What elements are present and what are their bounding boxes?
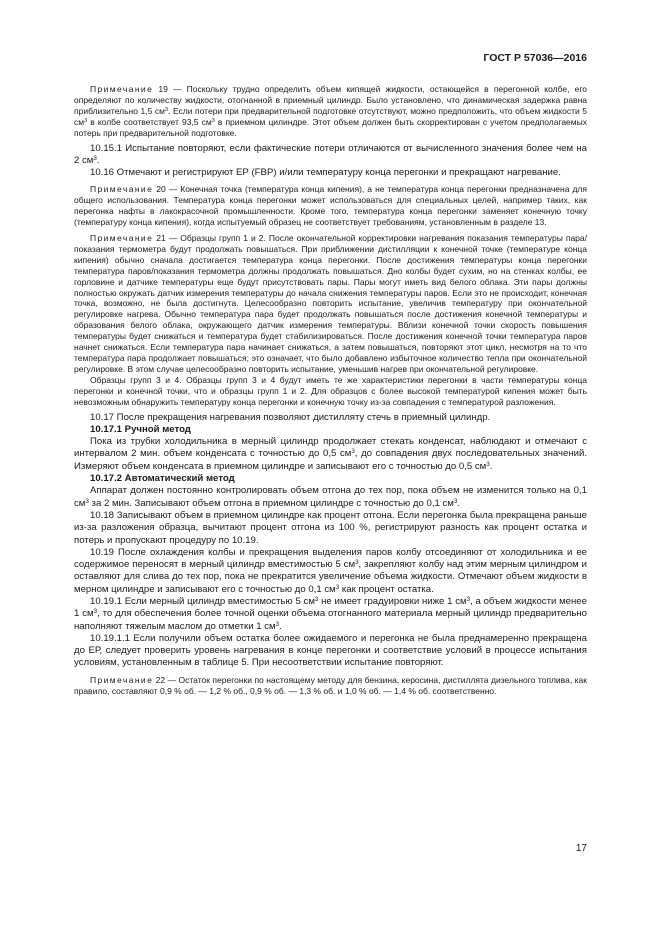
document-header: ГОСТ Р 57036—2016 xyxy=(483,52,587,64)
note-21 xyxy=(74,233,587,375)
note-19 xyxy=(74,84,587,139)
clause-10-17-1-text: Пока из трубки холодильника в мерный цилиндр продолжает стекать конденсат, наблюдают и отмечают с интервалом 2 мин. объем конденсата с точностью до 0,5 $см^3$, до совпадения двух последовательных значений. Измеряют объем конденсата в приемном цилиндре и записывают его с точностью до 0,5 $см^3$. xyxy=(74,436,588,472)
note-lead: Примечание xyxy=(90,184,154,195)
heading-manual-method: 10.17.1 Ручной метод xyxy=(90,423,191,435)
note-22 xyxy=(74,675,587,697)
note-text: 19 — Поскольку трудно определить объем кипящей жидкости, остающейся в перегонной колбе, его определяют по количеству жидкости, отогнанной в приемный цилиндр. Было установлено, что динамическая задержка равна приблизительно 1,5 $см^3$. Если потери при предварительной подготовке отсутствуют, можно предположить, что объем жидкости 5 $см^3$ в колбе соответствует 93,5 $см^3$ в приемном цилиндре. Этот объем должен быть скорректирован с учетом предполагаемых потерь при предварительной подготовке. xyxy=(74,84,587,138)
note-lead: Примечание xyxy=(90,233,154,244)
heading-automatic-method: 10.17.2 Автоматический метод xyxy=(90,473,235,485)
clause-10-16: 10.16 Отмечают и регистрируют ЕР (FBP) и/или температуру конца перегонки и прекращают нагревание. xyxy=(90,167,561,179)
clause-10-19-1-1: 10.19.1.1 Если получили объем остатка более ожидаемого и перегонка не была преднамеренно прекращена до ЕР, следует проверить уровень нагревания в конце перегонки и соответствие условий в процессе испытания условиям, установленным в таблице 5. При несоответствии испытание повторяют. xyxy=(74,632,587,669)
page-number: 17 xyxy=(575,843,587,854)
note-21-groups-3-4: Образцы групп 3 и 4. Образцы групп 3 и 4 будут иметь те же характеристики перегонки в части температуры конца перегонки и конечной точки, что и образцы групп 1 и 2. Для образцов с более высокой температурой кипения может быть невозможным обнаружить температуру конца перегонки и конечную точку из-за совпадения с температурой разложения. xyxy=(74,374,587,407)
clause-10-17-2-text: Аппарат должен постоянно контролировать объем отгона до тех пор, пока объем не изменится только на 0,1 $см^3$ за 2 мин. Записывают объем отгона в приемном цилиндре с точностью до 0,1 $см^3$. xyxy=(74,485,587,509)
note-lead: Примечание xyxy=(90,84,154,94)
note-20 xyxy=(74,184,587,228)
note-lead: Примечание xyxy=(90,674,154,685)
note-text: 21 — Образцы групп 1 и 2. После окончательной корректировки нагревания показания температуры пара/показания термометра будут продолжать повышаться. При приближении дистилляции к конечной точке (температуре конца кипения) обычно сначала достигается температура конца перегонки. После достижения температуры конца перегонки температура паров/показания термометра должны продолжать повышаться. Дно колбы будет сухим, но на стенках колбы, ее горловине и датчике температуры еще будут присутствовать пары. Пары могут иметь вид белого облака. Эти пары должны полностью окружать датчик измерения температуры до начала снижения температуры паров. Если это не происходит, конечная точка, возможно, не была достигнута. Целесообразно повторить испытание, увеличив температуру при окончательной регулировке нагрева. Обычно температура пара будет продолжать повышаться после достижения конечной температуры и образования белого облака, окружающего датчик измерения температуры. Вблизи конечной точки скорость повышения температуры будет снижаться и температура будет стабилизироваться. После достижения конечной точки температура паров начнет снижаться. Если температура пара начинает снижаться, а затем повышаться, повторяют этот цикл, несмотря на то что температура пара продолжает повышаться; это означает, что было добавлено избыточное количество тепла при окончательной регулировке. В этом случае целесообразно повторить испытание, уменьшив нагрев при окончательной регулировке. xyxy=(74,233,587,374)
clause-10-17: 10.17 После прекращения нагревания позволяют дистилляту стечь в приемный цилиндр. xyxy=(90,411,491,423)
note-text: 22 — Остаток перегонки по настоящему методу для бензина, керосина, дистиллята дизельного топлива, как правило, составляют 0,9 % об. — 1,2 % об., 0,9 % об. — 1,3 % об. и 1,0 % об. — 1,4 % об. соответственно. xyxy=(74,674,587,696)
clause-10-19: 10.19 После охлаждения колбы и прекращения выделения паров колбу отсоединяют от холодильника и ее содержимое переносят в мерный цилиндр вместимостью 5 $см^3$, закрепляют колбу над этим мерным цилиндром и оставляют для слива до тех пор, пока не прекратится увеличение объема жидкости. Отмечают объем жидкости в мерном цилиндре и записывают его с точностью до 0,1 $см^3$ как процент остатка. xyxy=(74,546,587,595)
body-text xyxy=(74,84,587,697)
clause-10-15-1: 10.15.1 Испытание повторяют, если фактические потери отличаются от вычисленного значения более чем на 2 $см^3$. xyxy=(74,142,587,166)
note-text: 20 — Конечная точка (температура конца кипения), а не температура конца перегонки предназначена для общего использования. Температура конца перегонки может использоваться для специальных целей, например таких, как перегонка нафты в лакокрасочной промышленности. Кроме того, температура конца перегонки заменяет конечную точку (температуру конца кипения), когда испытуемый образец не соответствует требованиям, установленным в разделе 13. xyxy=(74,184,587,228)
clause-10-18: 10.18 Записывают объем в приемном цилиндре как процент отгона. Если перегонка была прекращена раньше из-за разложения образца, вычитают процент отгона из 100 %, регистрируют разность как процент остатка и потерь и пропускают процедуру по 10.19. xyxy=(74,509,587,546)
clause-10-19-1: 10.19.1 Если мерный цилиндр вместимостью 5 $см^3$ не имеет градуировки ниже 1 $см^3$, а объем жидкости менее 1 $см^3$, то для обеспечения более точной оценки объема отогнанного материала мерный цилиндр предварительно наполняют тяжелым маслом до отметки 1 $см^3$. xyxy=(74,596,587,632)
